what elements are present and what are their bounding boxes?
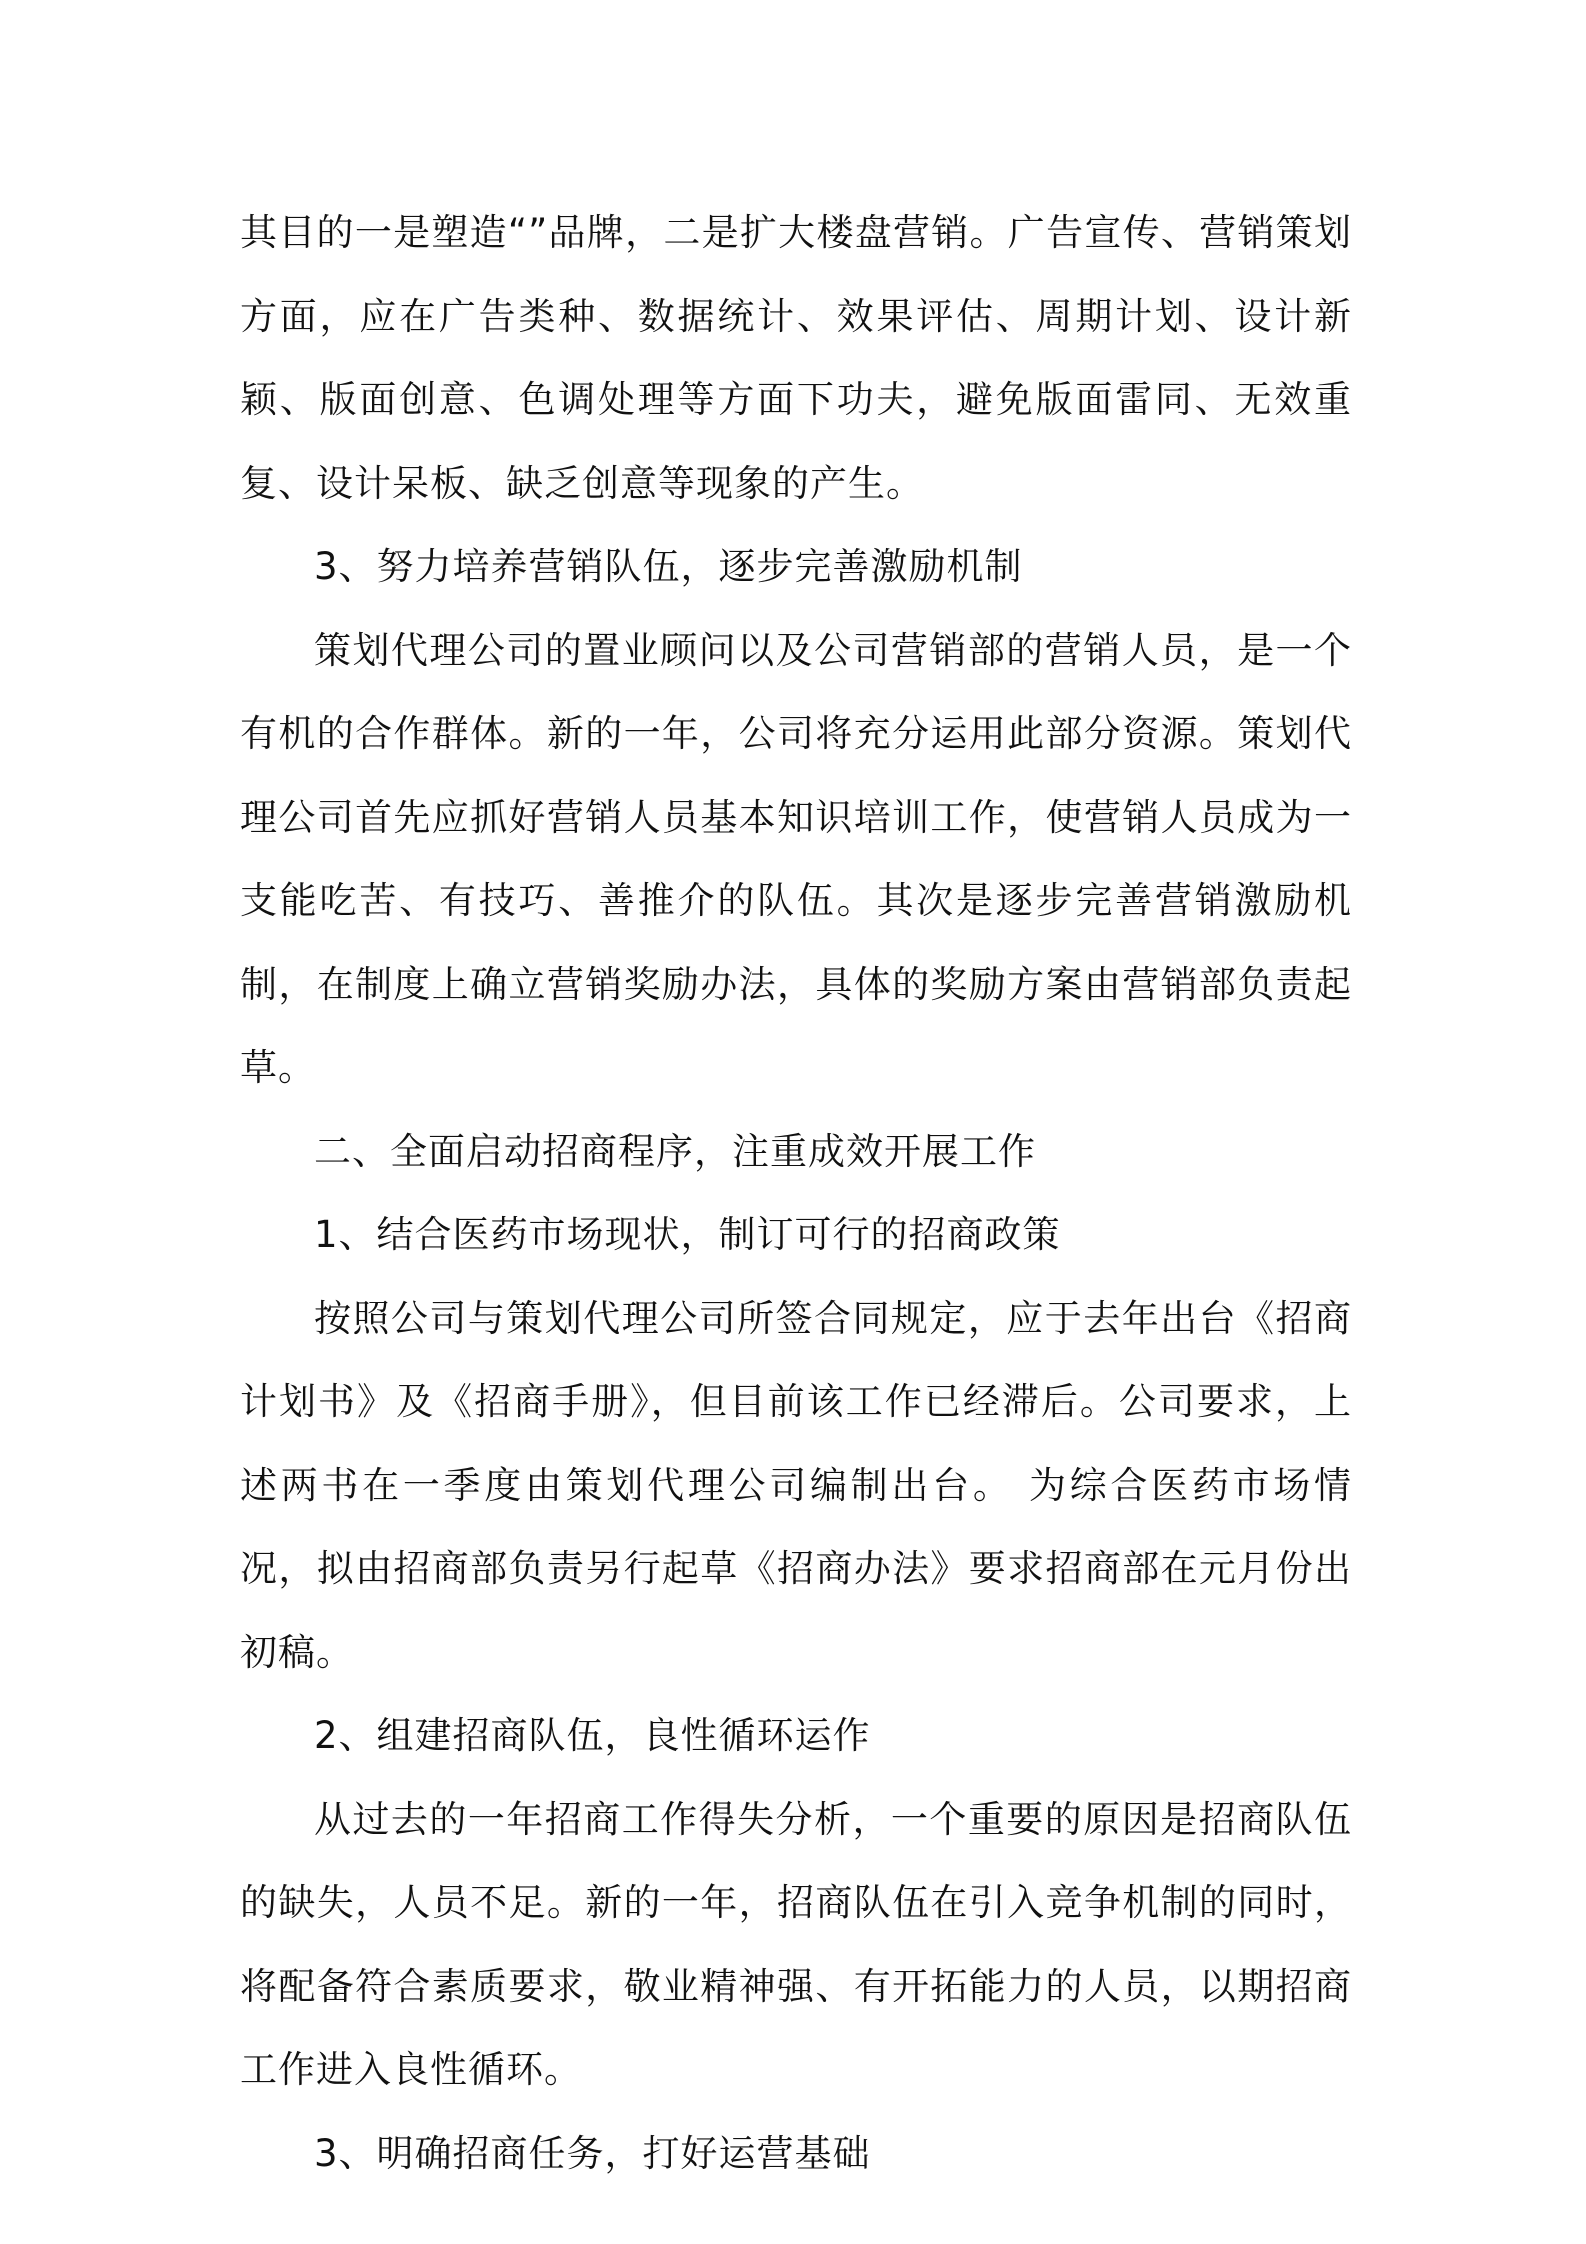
- paragraph-sales-team: 策划代理公司的置业顾问以及公司营销部的营销人员，是一个有机的合作群体。新的一年，公司将充分运用此部分资源。策划代理公司首先应抓好营销人员基本知识培训工作，使营销人员成为一支能吃苦、有技巧、善推介的队伍。其次是逐步完善营销激励机制，在制度上确立营销奖励办法，具体的奖励方案由营销部负责起草。: [240, 628, 1352, 1089]
- heading-sales-team: 3、努力培养营销队伍，逐步完善激励机制: [314, 545, 1023, 588]
- paragraph-investment-team: 从过去的一年招商工作得失分析，一个重要的原因是招商队伍的缺失，人员不足。新的一年，招商队伍在引入竞争机制的同时，将配备符合素质要求，敬业精神强、有开拓能力的人员，以期招商工作进入良性循环。: [240, 1797, 1352, 2091]
- heading-investment-tasks: 3、明确招商任务，打好运营基础: [314, 2131, 871, 2175]
- paragraph-brand-advertising: 其目的一是塑造“”品牌，二是扩大楼盘营销。广告宣传、营销策划方面，应在广告类种、数据统计、效果评估、周期计划、设计新颖、版面创意、色调处理等方面下功夫，避免版面雷同、无效重复、设计呆板、缺乏创意等现象的产生。: [240, 211, 1352, 505]
- heading-investment-policy: 1、结合医药市场现状，制订可行的招商政策: [314, 1213, 1061, 1256]
- heading-investment-team: 2、组建招商队伍，良性循环运作: [314, 1714, 871, 1757]
- heading-investment-program: 二、全面启动招商程序，注重成效开展工作: [314, 1129, 1036, 1173]
- document-body: [240, 191, 1352, 2195]
- paragraph-investment-policy: 按照公司与策划代理公司所签合同规定，应于去年出台《招商计划书》及《招商手册》，但目前该工作已经滞后。公司要求，上述两书在一季度由策划代理公司编制出台。 为综合医药市场情况，拟由招商部负责另行起草《招商办法》要求招商部在元月份出初稿。: [240, 1296, 1352, 1674]
